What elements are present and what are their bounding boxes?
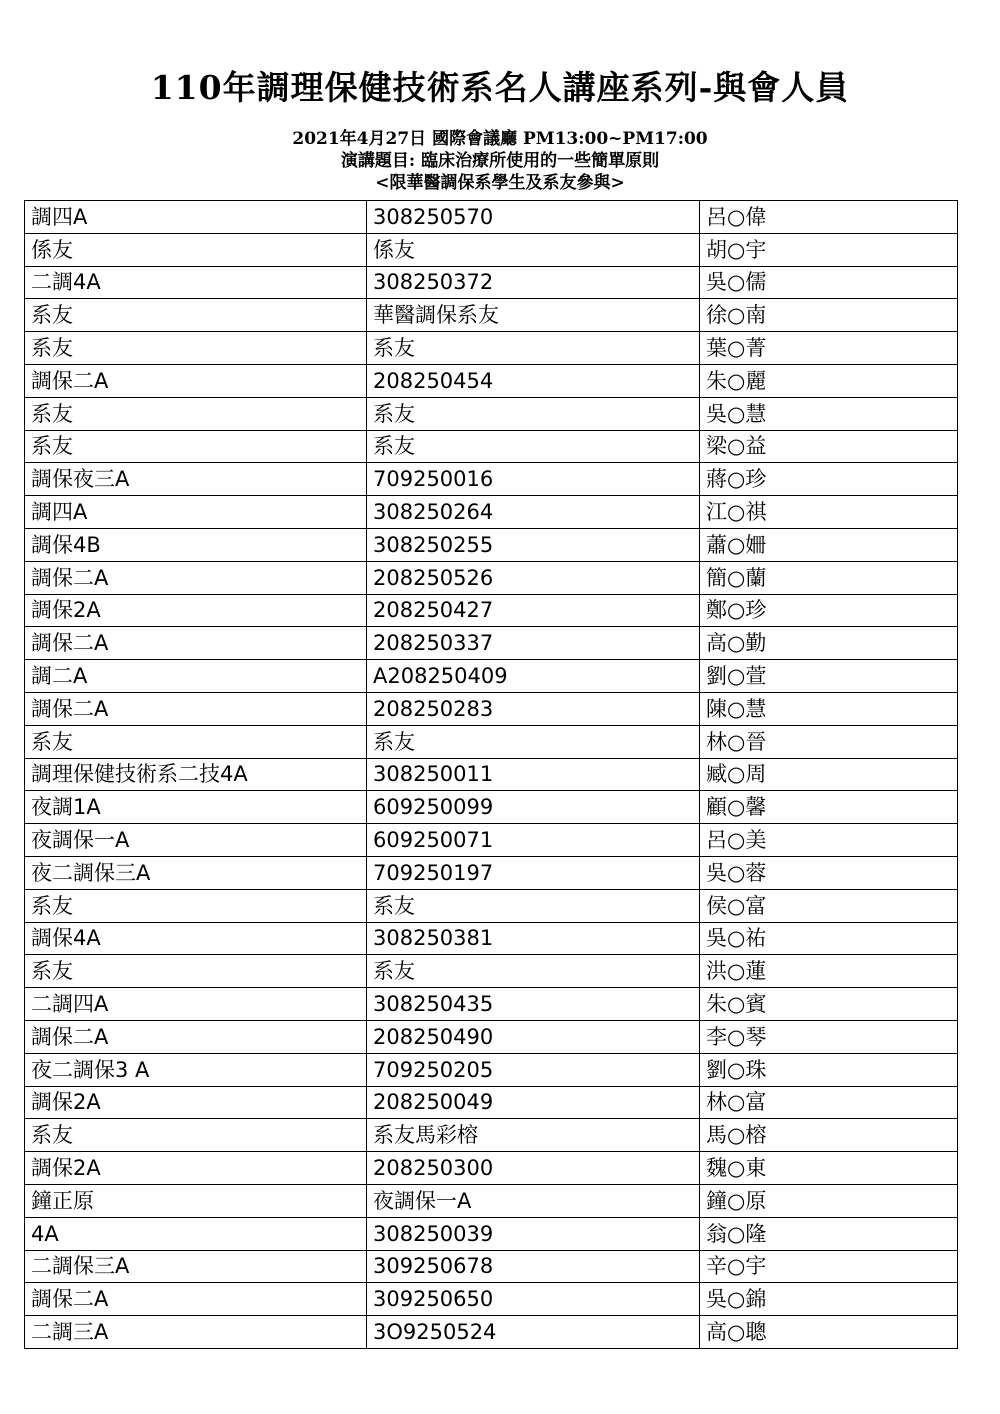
table-row: [25, 988, 958, 1021]
table-row: [25, 299, 958, 332]
student-id-cell: 208250454: [367, 364, 700, 397]
table-row: [25, 922, 958, 955]
class-cell: 系友: [25, 725, 367, 758]
student-id-cell: 系友: [367, 397, 700, 430]
document-title: 110年調理保健技術系名人講座系列-與會人員: [150, 68, 850, 107]
class-cell: 調保2A: [25, 594, 367, 627]
table-row: [25, 889, 958, 922]
student-id-cell: 308250264: [367, 496, 700, 529]
class-cell: 二調四A: [25, 988, 367, 1021]
name-cell: 洪○蓮: [700, 955, 958, 988]
class-cell: 夜調保一A: [25, 824, 367, 857]
table-row: [25, 1020, 958, 1053]
name-cell: 李○琴: [700, 1020, 958, 1053]
student-id-cell: 609250071: [367, 824, 700, 857]
student-id-cell: 208250526: [367, 561, 700, 594]
name-cell: 臧○周: [700, 758, 958, 791]
table-row: [25, 1184, 958, 1217]
student-id-cell: 華醫調保系友: [367, 299, 700, 332]
name-cell: 高○聰: [700, 1316, 958, 1349]
student-id-cell: 系友: [367, 725, 700, 758]
class-cell: 鐘正原: [25, 1184, 367, 1217]
student-id-cell: 208250283: [367, 692, 700, 725]
table-row: [25, 1250, 958, 1283]
class-cell: 系友: [25, 430, 367, 463]
table-row: [25, 856, 958, 889]
name-cell: 陳○慧: [700, 692, 958, 725]
class-cell: 調四A: [25, 201, 367, 234]
table-row: [25, 528, 958, 561]
name-cell: 劉○萱: [700, 660, 958, 693]
name-cell: 梁○益: [700, 430, 958, 463]
table-row: [25, 824, 958, 857]
student-id-cell: 系友: [367, 430, 700, 463]
class-cell: 二調保三A: [25, 1250, 367, 1283]
name-cell: 顧○馨: [700, 791, 958, 824]
class-cell: 調四A: [25, 496, 367, 529]
student-id-cell: 309250650: [367, 1283, 700, 1316]
table-row: [25, 201, 958, 234]
table-row: [25, 430, 958, 463]
table-row: [25, 266, 958, 299]
table-row: [25, 397, 958, 430]
class-cell: 調保二A: [25, 1283, 367, 1316]
table-row: [25, 725, 958, 758]
student-id-cell: 609250099: [367, 791, 700, 824]
class-cell: 系友: [25, 955, 367, 988]
table-row: [25, 1316, 958, 1349]
class-cell: 調保二A: [25, 1020, 367, 1053]
student-id-cell: 208250337: [367, 627, 700, 660]
attendee-table-body: [25, 201, 958, 1349]
name-cell: 鐘○原: [700, 1184, 958, 1217]
class-cell: 調理保健技術系二技4A: [25, 758, 367, 791]
table-row: [25, 463, 958, 496]
student-id-cell: 系友馬彩榕: [367, 1119, 700, 1152]
student-id-cell: 係友: [367, 233, 700, 266]
class-cell: 調保2A: [25, 1086, 367, 1119]
student-id-cell: 夜調保一A: [367, 1184, 700, 1217]
class-cell: 調保二A: [25, 692, 367, 725]
name-cell: 林○富: [700, 1086, 958, 1119]
student-id-cell: 308250011: [367, 758, 700, 791]
name-cell: 翁○隆: [700, 1217, 958, 1250]
student-id-cell: 308250039: [367, 1217, 700, 1250]
student-id-cell: 709250197: [367, 856, 700, 889]
student-id-cell: 709250016: [367, 463, 700, 496]
class-cell: 調保二A: [25, 561, 367, 594]
student-id-cell: 3O9250524: [367, 1316, 700, 1349]
table-row: [25, 1283, 958, 1316]
name-cell: 簡○蘭: [700, 561, 958, 594]
student-id-cell: 308250570: [367, 201, 700, 234]
student-id-cell: 系友: [367, 332, 700, 365]
class-cell: 調保4B: [25, 528, 367, 561]
class-cell: 調二A: [25, 660, 367, 693]
student-id-cell: 709250205: [367, 1053, 700, 1086]
table-row: [25, 594, 958, 627]
name-cell: 吳○蓉: [700, 856, 958, 889]
student-id-cell: 208250049: [367, 1086, 700, 1119]
student-id-cell: 309250678: [367, 1250, 700, 1283]
class-cell: 系友: [25, 299, 367, 332]
table-row: [25, 1086, 958, 1119]
student-id-cell: 系友: [367, 889, 700, 922]
class-cell: 調保二A: [25, 627, 367, 660]
class-cell: 夜調1A: [25, 791, 367, 824]
table-row: [25, 1217, 958, 1250]
name-cell: 劉○珠: [700, 1053, 958, 1086]
class-cell: 系友: [25, 889, 367, 922]
student-id-cell: 308250435: [367, 988, 700, 1021]
name-cell: 葉○菁: [700, 332, 958, 365]
class-cell: 系友: [25, 332, 367, 365]
name-cell: 呂○美: [700, 824, 958, 857]
table-row: [25, 955, 958, 988]
name-cell: 徐○南: [700, 299, 958, 332]
table-row: [25, 692, 958, 725]
table-row: [25, 332, 958, 365]
table-row: [25, 364, 958, 397]
class-cell: 調保4A: [25, 922, 367, 955]
class-cell: 系友: [25, 397, 367, 430]
name-cell: 魏○東: [700, 1152, 958, 1185]
class-cell: 係友: [25, 233, 367, 266]
student-id-cell: 208250300: [367, 1152, 700, 1185]
class-cell: 調保二A: [25, 364, 367, 397]
class-cell: 夜二調保三A: [25, 856, 367, 889]
student-id-cell: 308250255: [367, 528, 700, 561]
name-cell: 林○晉: [700, 725, 958, 758]
table-row: [25, 233, 958, 266]
table-row: [25, 561, 958, 594]
class-cell: 二調三A: [25, 1316, 367, 1349]
table-row: [25, 1152, 958, 1185]
attendee-table: [24, 200, 958, 1349]
student-id-cell: 308250372: [367, 266, 700, 299]
table-row: [25, 627, 958, 660]
name-cell: 朱○麗: [700, 364, 958, 397]
table-row: [25, 496, 958, 529]
table-row: [25, 660, 958, 693]
table-row: [25, 1053, 958, 1086]
table-row: [25, 1119, 958, 1152]
student-id-cell: 308250381: [367, 922, 700, 955]
class-cell: 調保夜三A: [25, 463, 367, 496]
participation-restriction-line: <限華醫調保系學生及系友參與>: [375, 173, 625, 193]
student-id-cell: 系友: [367, 955, 700, 988]
student-id-cell: A208250409: [367, 660, 700, 693]
class-cell: 系友: [25, 1119, 367, 1152]
name-cell: 辛○宇: [700, 1250, 958, 1283]
name-cell: 鄭○珍: [700, 594, 958, 627]
name-cell: 侯○富: [700, 889, 958, 922]
table-row: [25, 758, 958, 791]
name-cell: 高○勤: [700, 627, 958, 660]
name-cell: 蕭○姍: [700, 528, 958, 561]
class-cell: 二調4A: [25, 266, 367, 299]
class-cell: 調保2A: [25, 1152, 367, 1185]
table-row: [25, 791, 958, 824]
name-cell: 蔣○珍: [700, 463, 958, 496]
class-cell: 夜二調保3 A: [25, 1053, 367, 1086]
name-cell: 吳○祐: [700, 922, 958, 955]
event-date-line: 2021年4月27日 國際會議廳 PM13:00~PM17:00: [292, 129, 708, 149]
name-cell: 胡○宇: [700, 233, 958, 266]
class-cell: 4A: [25, 1217, 367, 1250]
name-cell: 江○祺: [700, 496, 958, 529]
name-cell: 朱○賓: [700, 988, 958, 1021]
lecture-topic-line: 演講題目: 臨床治療所使用的一些簡單原則: [340, 151, 660, 171]
name-cell: 吳○慧: [700, 397, 958, 430]
student-id-cell: 208250427: [367, 594, 700, 627]
student-id-cell: 208250490: [367, 1020, 700, 1053]
name-cell: 馬○榕: [700, 1119, 958, 1152]
name-cell: 吳○錦: [700, 1283, 958, 1316]
name-cell: 呂○偉: [700, 201, 958, 234]
name-cell: 吳○儒: [700, 266, 958, 299]
